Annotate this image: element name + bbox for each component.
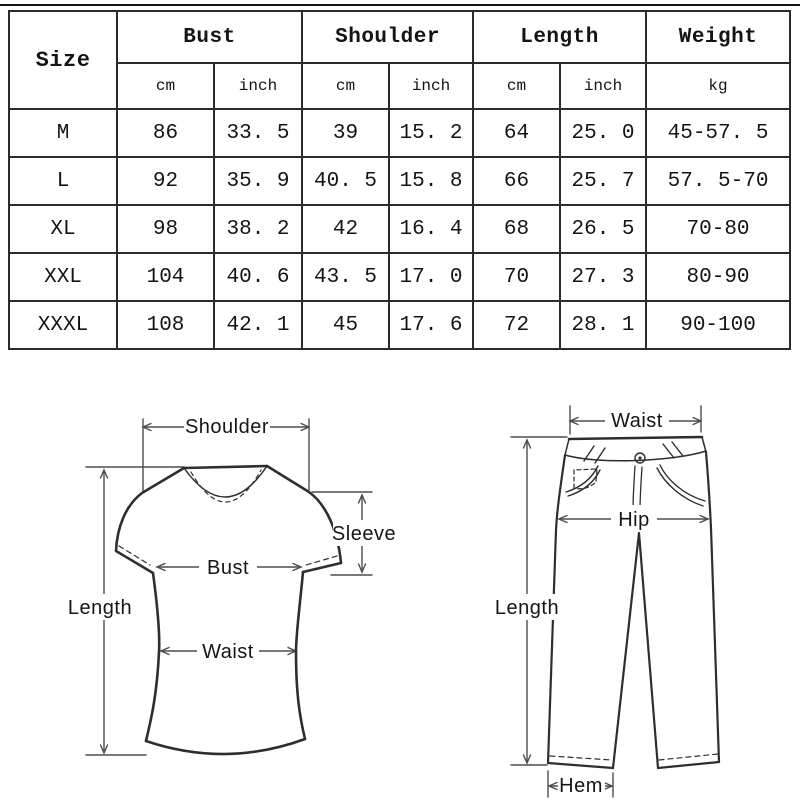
table-row xyxy=(9,253,790,301)
header-length: Length xyxy=(473,11,646,63)
tshirt-diagram xyxy=(65,400,400,775)
pants-inner-legs xyxy=(613,533,658,768)
pants-right-pocket xyxy=(657,465,705,506)
tshirt-right-cuff-stitch xyxy=(306,556,337,565)
table-cell: 33. 5 xyxy=(214,109,302,157)
pants-button-hole xyxy=(638,456,641,459)
size-table xyxy=(8,10,791,350)
table-cell: 108 xyxy=(117,301,214,349)
table-cell: 26. 5 xyxy=(560,205,646,253)
unit-cell: inch xyxy=(389,63,473,109)
table-cell: 25. 7 xyxy=(560,157,646,205)
tshirt-back-neck-line xyxy=(184,466,267,468)
unit-cell: cm xyxy=(302,63,389,109)
pants-right-hem xyxy=(658,762,719,768)
table-cell: 70-80 xyxy=(646,205,790,253)
pants-right-outer-leg xyxy=(706,452,719,762)
table-cell: 70 xyxy=(473,253,560,301)
tshirt-left-sleeve xyxy=(116,468,184,573)
table-cell: 38. 2 xyxy=(214,205,302,253)
tshirt-right-sleeve xyxy=(267,466,341,572)
tshirt-shoulder-label: Shoulder xyxy=(184,416,270,438)
table-header-row xyxy=(9,11,790,63)
size-label-cell: M xyxy=(9,109,117,157)
pants-hem-label: Hem xyxy=(559,775,603,797)
table-row xyxy=(9,157,790,205)
table-cell: 42. 1 xyxy=(214,301,302,349)
size-label-cell: XXL xyxy=(9,253,117,301)
unit-cell: inch xyxy=(214,63,302,109)
tshirt-sleeve-label: Sleeve xyxy=(331,523,397,545)
pants-left-hem-stitch xyxy=(550,756,612,760)
table-cell: 17. 6 xyxy=(389,301,473,349)
table-cell: 39 xyxy=(302,109,389,157)
tshirt-bust-label: Bust xyxy=(206,557,250,579)
table-cell: 64 xyxy=(473,109,560,157)
pants-outline xyxy=(548,437,719,768)
pants-left-pocket xyxy=(566,466,600,496)
pants-right-hem-stitch xyxy=(659,754,718,760)
header-bust: Bust xyxy=(117,11,302,63)
table-cell: 40. 5 xyxy=(302,157,389,205)
tshirt-waist-label: Waist xyxy=(202,641,254,663)
table-row xyxy=(9,205,790,253)
pants-hip-label: Hip xyxy=(618,509,650,531)
table-cell: 92 xyxy=(117,157,214,205)
table-cell: 43. 5 xyxy=(302,253,389,301)
table-cell: 40. 6 xyxy=(214,253,302,301)
unit-cell: cm xyxy=(117,63,214,109)
header-weight: Weight xyxy=(646,11,790,63)
pants-diagram xyxy=(490,400,730,800)
table-cell: 28. 1 xyxy=(560,301,646,349)
pants-labels xyxy=(495,407,669,797)
table-cell: 16. 4 xyxy=(389,205,473,253)
size-label-cell: L xyxy=(9,157,117,205)
table-row xyxy=(9,109,790,157)
table-cell: 72 xyxy=(473,301,560,349)
table-cell: 17. 0 xyxy=(389,253,473,301)
pants-fly-lines xyxy=(633,466,642,511)
header-size: Size xyxy=(9,11,117,109)
tshirt-outline xyxy=(116,466,341,754)
table-cell: 86 xyxy=(117,109,214,157)
unit-cell: cm xyxy=(473,63,560,109)
pants-length-label: Length xyxy=(494,597,560,619)
table-cell: 98 xyxy=(117,205,214,253)
table-cell: 57. 5-70 xyxy=(646,157,790,205)
table-cell: 68 xyxy=(473,205,560,253)
table-cell: 15. 8 xyxy=(389,157,473,205)
size-label-cell: XXXL xyxy=(9,301,117,349)
table-cell: 90-100 xyxy=(646,301,790,349)
table-cell: 42 xyxy=(302,205,389,253)
header-shoulder: Shoulder xyxy=(302,11,473,63)
pants-left-hem xyxy=(548,763,613,768)
table-cell: 27. 3 xyxy=(560,253,646,301)
table-cell: 66 xyxy=(473,157,560,205)
tshirt-dimension-lines xyxy=(86,419,372,755)
top-border-line xyxy=(0,4,800,6)
table-cell: 45-57. 5 xyxy=(646,109,790,157)
pants-waist-label: Waist xyxy=(611,410,663,432)
table-cell: 80-90 xyxy=(646,253,790,301)
table-units-row xyxy=(9,63,790,109)
table-row xyxy=(9,301,790,349)
table-cell: 35. 9 xyxy=(214,157,302,205)
table-cell: 15. 2 xyxy=(389,109,473,157)
unit-cell: inch xyxy=(560,63,646,109)
size-label-cell: XL xyxy=(9,205,117,253)
table-cell: 104 xyxy=(117,253,214,301)
table-cell: 45 xyxy=(302,301,389,349)
tshirt-hem-curve xyxy=(146,739,305,754)
unit-cell: kg xyxy=(646,63,790,109)
table-cell: 25. 0 xyxy=(560,109,646,157)
tshirt-length-label: Length xyxy=(67,597,133,619)
pants-waistband-top xyxy=(569,437,702,439)
